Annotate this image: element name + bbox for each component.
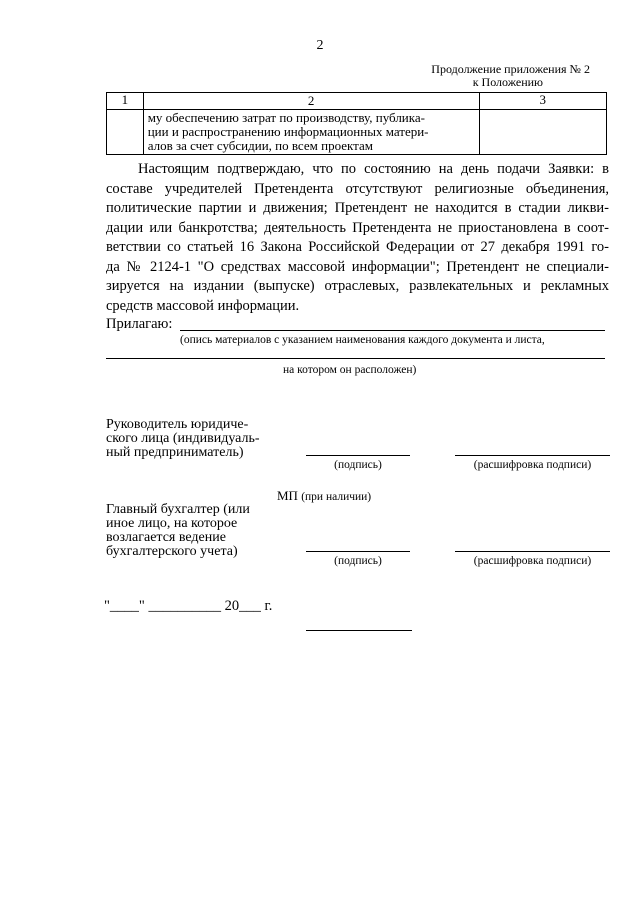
- chief-accountant-label-line: иное лицо, на которое: [106, 516, 238, 531]
- chief-accountant-label-line: бухгалтерского учета): [106, 544, 238, 559]
- head-signatory-label-line: ный предприниматель): [106, 445, 244, 460]
- table-row: [107, 110, 607, 155]
- chief-decoding-line[interactable]: [455, 551, 610, 552]
- confirmation-paragraph: [106, 160, 609, 316]
- paragraph-line: зируется на издании (выпуске) отраслевых, развлекательных и рекламных: [106, 278, 609, 294]
- table-header-cell-1: 1: [107, 93, 144, 110]
- paragraph-line: составе учредителей Претендента отсутствуют религиозные объединения,: [106, 180, 609, 197]
- table-header-cell-2: 2: [143, 93, 479, 110]
- head-signatory-label-line: ского лица (индивидуаль-: [106, 431, 260, 446]
- page-number: 2: [316, 38, 324, 53]
- paragraph-line: Настоящим подтверждаю, что по состоянию на день подачи Заявки: в: [138, 161, 609, 177]
- attachment-input-line-2[interactable]: [106, 358, 605, 359]
- head-decoding-line[interactable]: [455, 455, 610, 456]
- head-signatory-label-line: Руководитель юридиче-: [106, 417, 249, 432]
- table-cell-col1: [107, 110, 144, 155]
- chief-accountant-label-line: возлагается ведение: [106, 530, 226, 545]
- head-signature-caption: (подпись): [334, 459, 382, 471]
- head-decoding-caption: (расшифровка подписи): [473, 459, 592, 471]
- table-cell-col2: [143, 110, 479, 155]
- paragraph-line: ветствии со статьей 16 Закона Российской Федерации от 27 декабря 1991 го-: [106, 239, 609, 255]
- paragraph-line: да № 2124-1 "О средствах массовой информации"; Претендент не специали-: [106, 258, 609, 275]
- attachment-input-line[interactable]: [180, 330, 605, 331]
- table-cell-text-line: му обеспечению затрат по производству, публика-: [147, 110, 425, 125]
- chief-signature-caption: (подпись): [334, 555, 382, 567]
- stamp-note: (при наличии): [301, 491, 372, 503]
- chief-accountant-label-line: Главный бухгалтер (или: [106, 502, 250, 517]
- paragraph-line: политические партии и движения; Претендент не находится в стадии ликви-: [106, 200, 609, 216]
- attachment-note: (опись материалов с указанием наименования каждого документа и листа,: [180, 334, 545, 346]
- table-cell-text-line: алов за счет субсидии, по всем проектам: [147, 138, 373, 153]
- appendix-continuation-title: Продолжение приложения № 2: [431, 62, 590, 76]
- chief-signature-line[interactable]: [306, 551, 410, 552]
- paragraph-line: дации или банкротства; деятельность Претендента не приостановлена в соот-: [106, 219, 609, 236]
- chief-decoding-caption: (расшифровка подписи): [473, 555, 592, 567]
- table-header-row: [107, 93, 607, 110]
- paragraph-line: средств массовой информации.: [106, 297, 300, 314]
- stamp-place: [277, 488, 371, 504]
- date-extra-line[interactable]: [306, 630, 412, 631]
- attachment-label: Прилагаю:: [106, 316, 173, 332]
- appendix-regulation-ref: к Положению: [472, 75, 543, 89]
- chief-accountant-label: [106, 503, 250, 559]
- table-cell-col3: [479, 110, 606, 155]
- table-header-cell-3: 3: [479, 93, 606, 110]
- stamp-label: МП: [277, 488, 298, 503]
- date-field[interactable]: "____" __________ 20___ г.: [104, 598, 273, 614]
- table-cell-text-line: ции и распространению информационных матери-: [147, 124, 429, 139]
- appendix-table: [106, 92, 607, 155]
- attachment-note-continued: на котором он расположен): [283, 364, 417, 376]
- head-signature-line[interactable]: [306, 455, 410, 456]
- head-signatory-label: [106, 418, 260, 460]
